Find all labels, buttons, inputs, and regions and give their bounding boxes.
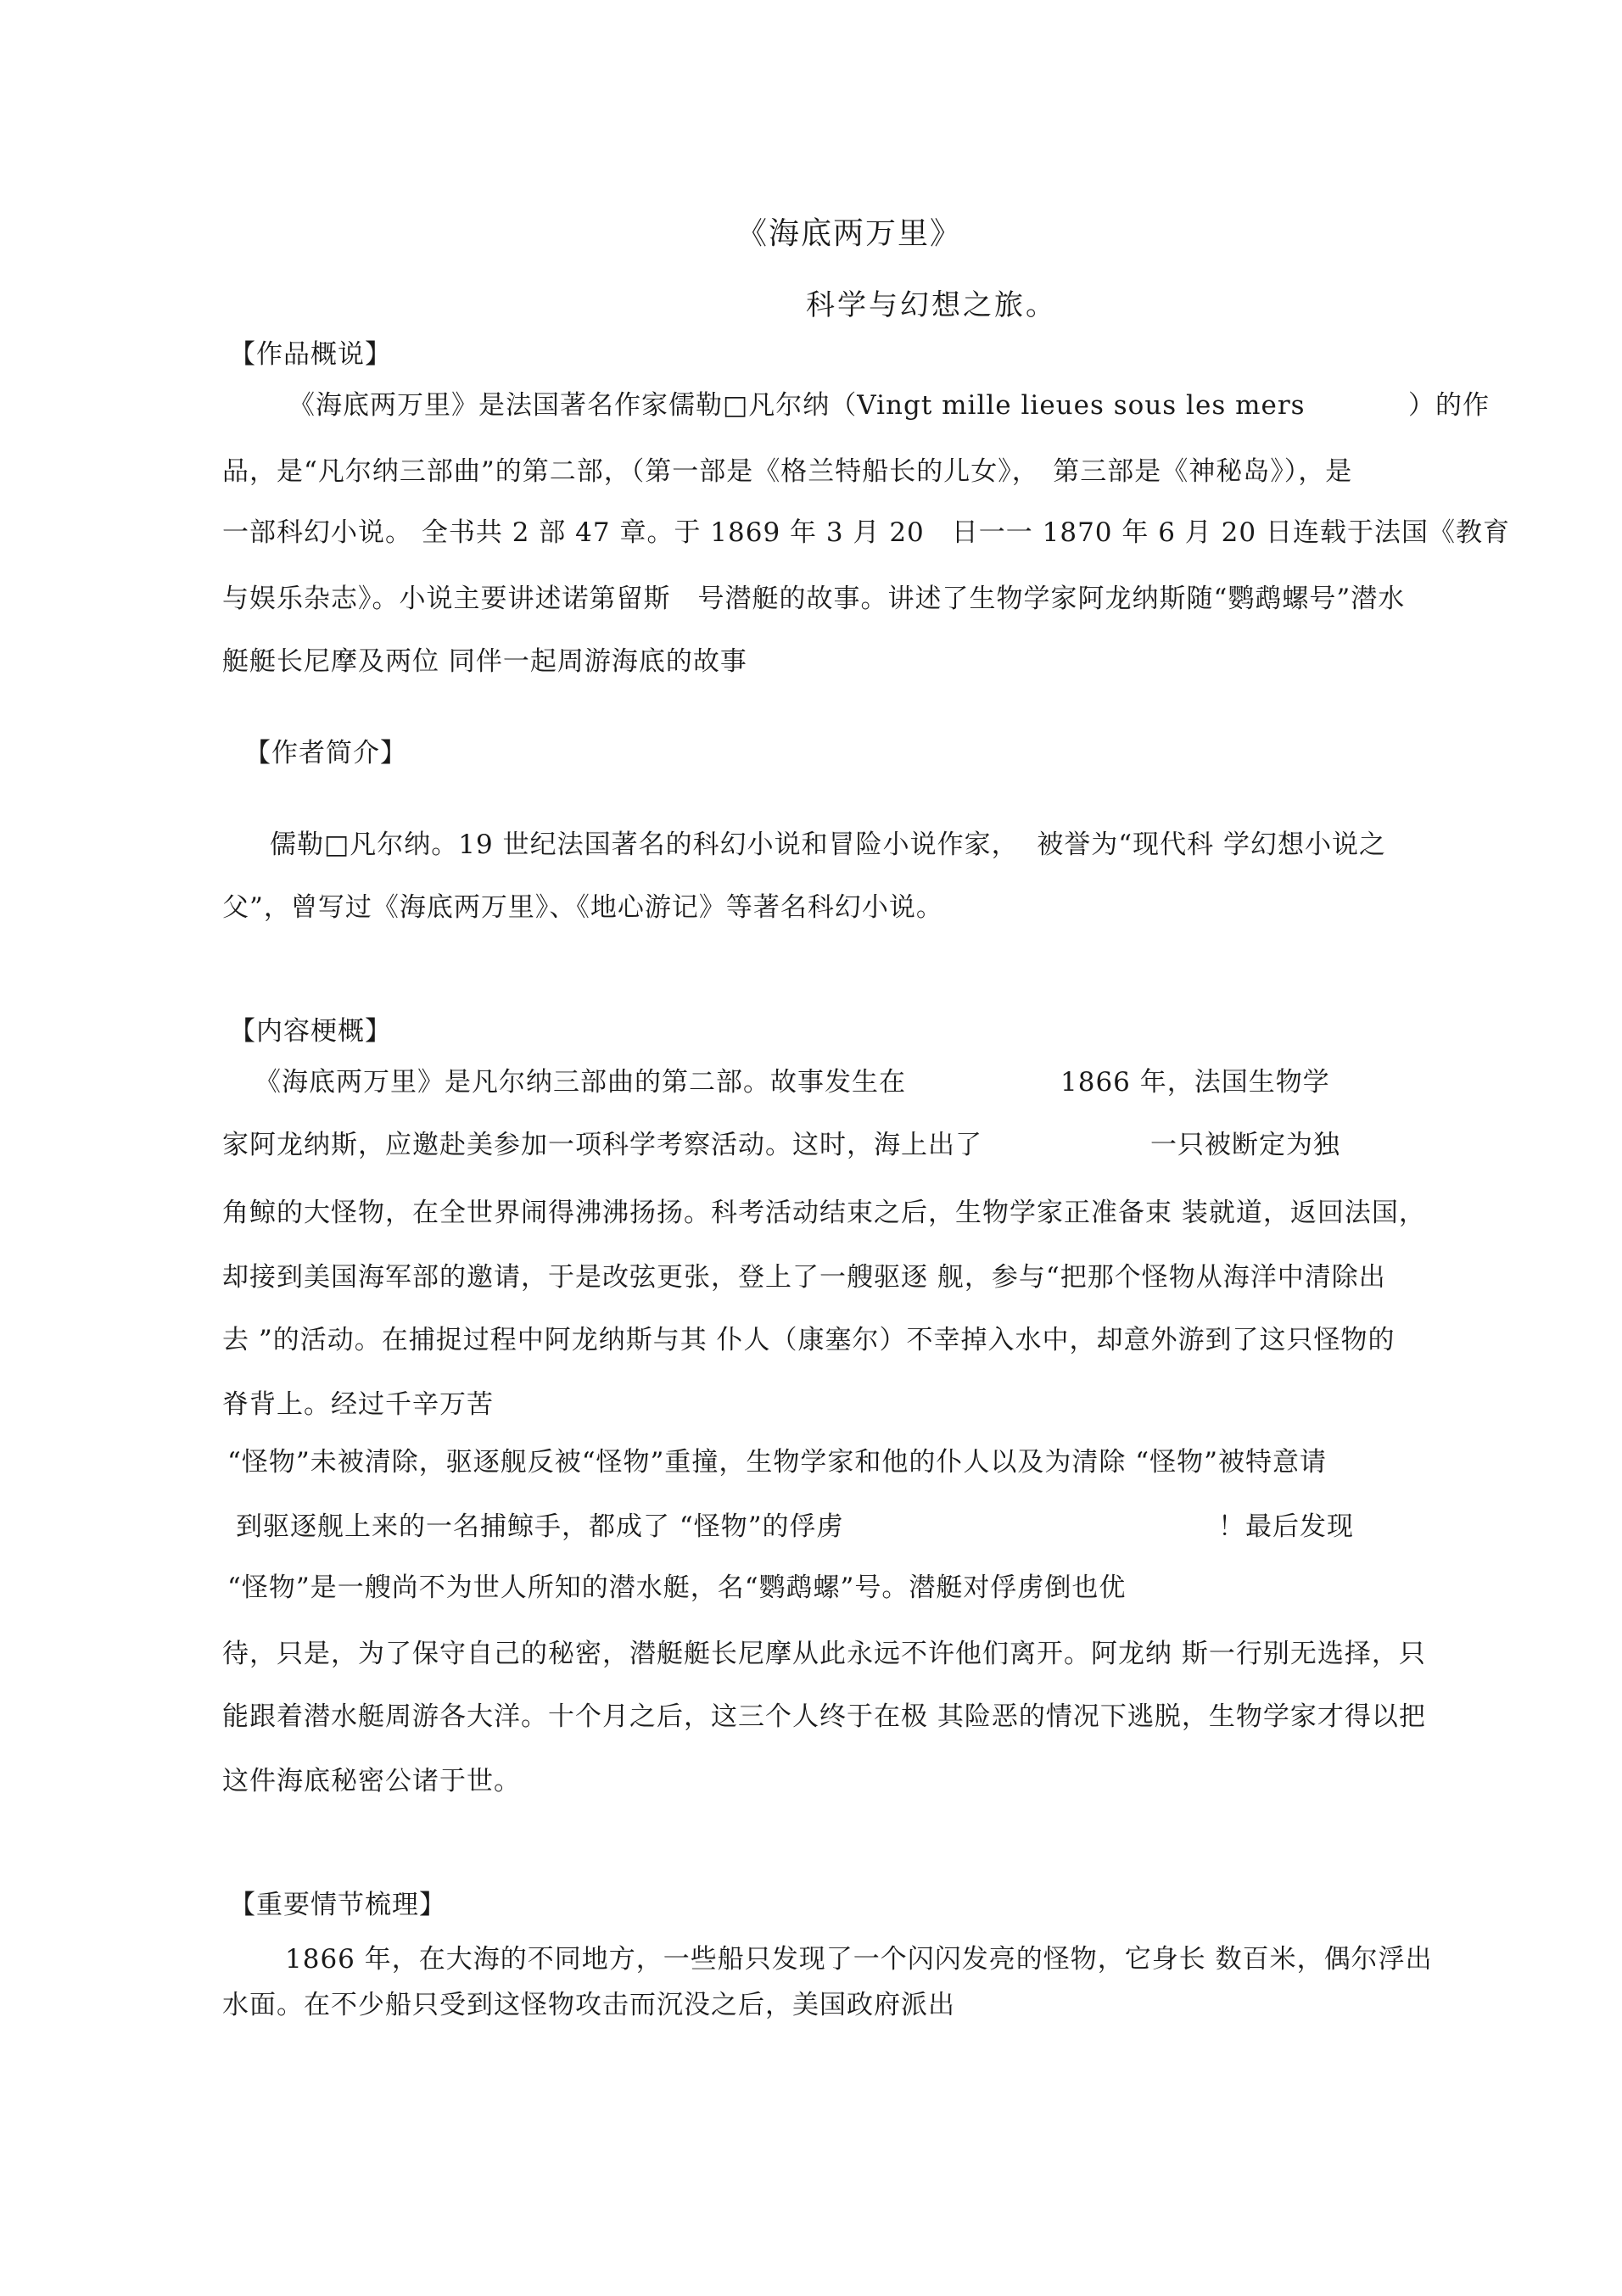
overview-line-3: 一部科幻小说。 全书共 2 部 47 章。于 1869 年 3 月 20 日一一 1870 年 6 月 20 日连载于法国《教育 [222,517,1510,548]
summary-line-8b: ！最后发现 [1218,1511,1354,1542]
summary-line-7: “怪物”未被清除，驱逐舰反被“怪物”重撞，生物学家和他的仆人以及为清除 “怪物”被特意请 [227,1447,1327,1478]
author-line-2: 父”，曾写过《海底两万里》、《地心游记》等著名科幻小说。 [222,892,943,923]
plot-line-1: 1866 年，在大海的不同地方，一些船只发现了一个闪闪发亮的怪物，它身长 数百米，偶尔浮出 [285,1944,1433,1975]
summary-line-4: 却接到美国海军部的邀请，于是改弦更张，登上了一艘驱逐 舰，参与“把那个怪物从海洋中清除出 [222,1262,1386,1293]
document-subtitle: 科学与幻想之旅。 [806,288,1057,322]
summary-line-11: 能跟着潜水艇周游各大洋。十个月之后，这三个人终于在极 其险恶的情况下逃脱，生物学家才得以把 [222,1701,1426,1732]
document-title: 《海底两万里》 [736,216,963,251]
section-heading-overview: 【作品概说】 [229,339,392,370]
overview-line-1b: ）的作 [1408,390,1490,421]
section-heading-plot: 【重要情节梳理】 [229,1890,446,1920]
summary-line-2: 家阿龙纳斯，应邀赴美参加一项科学考察活动。这时，海上出了 [222,1130,982,1160]
overview-line-1: 《海底两万里》是法国著名作家儒勒□凡尔纳（Vingt mille lieues sous les mers [288,390,1306,421]
summary-line-1b: 1866 年，法国生物学 [1060,1067,1330,1098]
summary-line-10: 待，只是，为了保守自己的秘密，潜艇艇长尼摩从此永远不许他们离开。阿龙纳 斯一行别无选择，只 [222,1639,1426,1669]
overview-line-5: 艇艇长尼摩及两位 同伴一起周游海底的故事 [222,646,747,677]
section-heading-author: 【作者简介】 [244,738,407,768]
summary-line-5: 去 ”的活动。在捕捉过程中阿龙纳斯与其 仆人（康塞尔）不幸掉入水中，却意外游到了这只怪物的 [222,1325,1395,1355]
overview-line-4: 与娱乐杂志》。小说主要讲述诺第留斯 号潜艇的故事。讲述了生物学家阿龙纳斯随“鹦鹉螺号”潜水 [222,584,1406,614]
summary-line-12: 这件海底秘密公诸于世。 [222,1766,521,1796]
plot-line-2: 水面。在不少船只受到这怪物攻击而沉没之后，美国政府派出 [222,1990,955,2020]
summary-line-9: “怪物”是一艘尚不为世人所知的潜水艇，名“鹦鹉螺”号。潜艇对俘虏倒也优 [227,1573,1127,1603]
summary-line-1: 《海底两万里》是凡尔纳三部曲的第二部。故事发生在 [254,1067,906,1098]
summary-line-3: 角鲸的大怪物，在全世界闹得沸沸扬扬。科考活动结束之后，生物学家正准备束 装就道，返回法国， [222,1198,1426,1228]
author-line-1: 儒勒□凡尔纳。19 世纪法国著名的科幻小说和冒险小说作家， 被誉为“现代科 学幻想小说之 [270,830,1386,860]
overview-line-2: 品，是“凡尔纳三部曲”的第二部，（第一部是《格兰特船长的儿女》， 第三部是《神秘岛》），是 [222,456,1353,487]
summary-line-8: 到驱逐舰上来的一名捕鲸手，都成了 “怪物”的俘虏 [236,1511,844,1542]
section-heading-summary: 【内容梗概】 [229,1016,392,1047]
summary-line-6: 脊背上。经过千辛万苦 [222,1389,494,1420]
summary-line-2b: 一只被断定为独 [1150,1130,1340,1160]
